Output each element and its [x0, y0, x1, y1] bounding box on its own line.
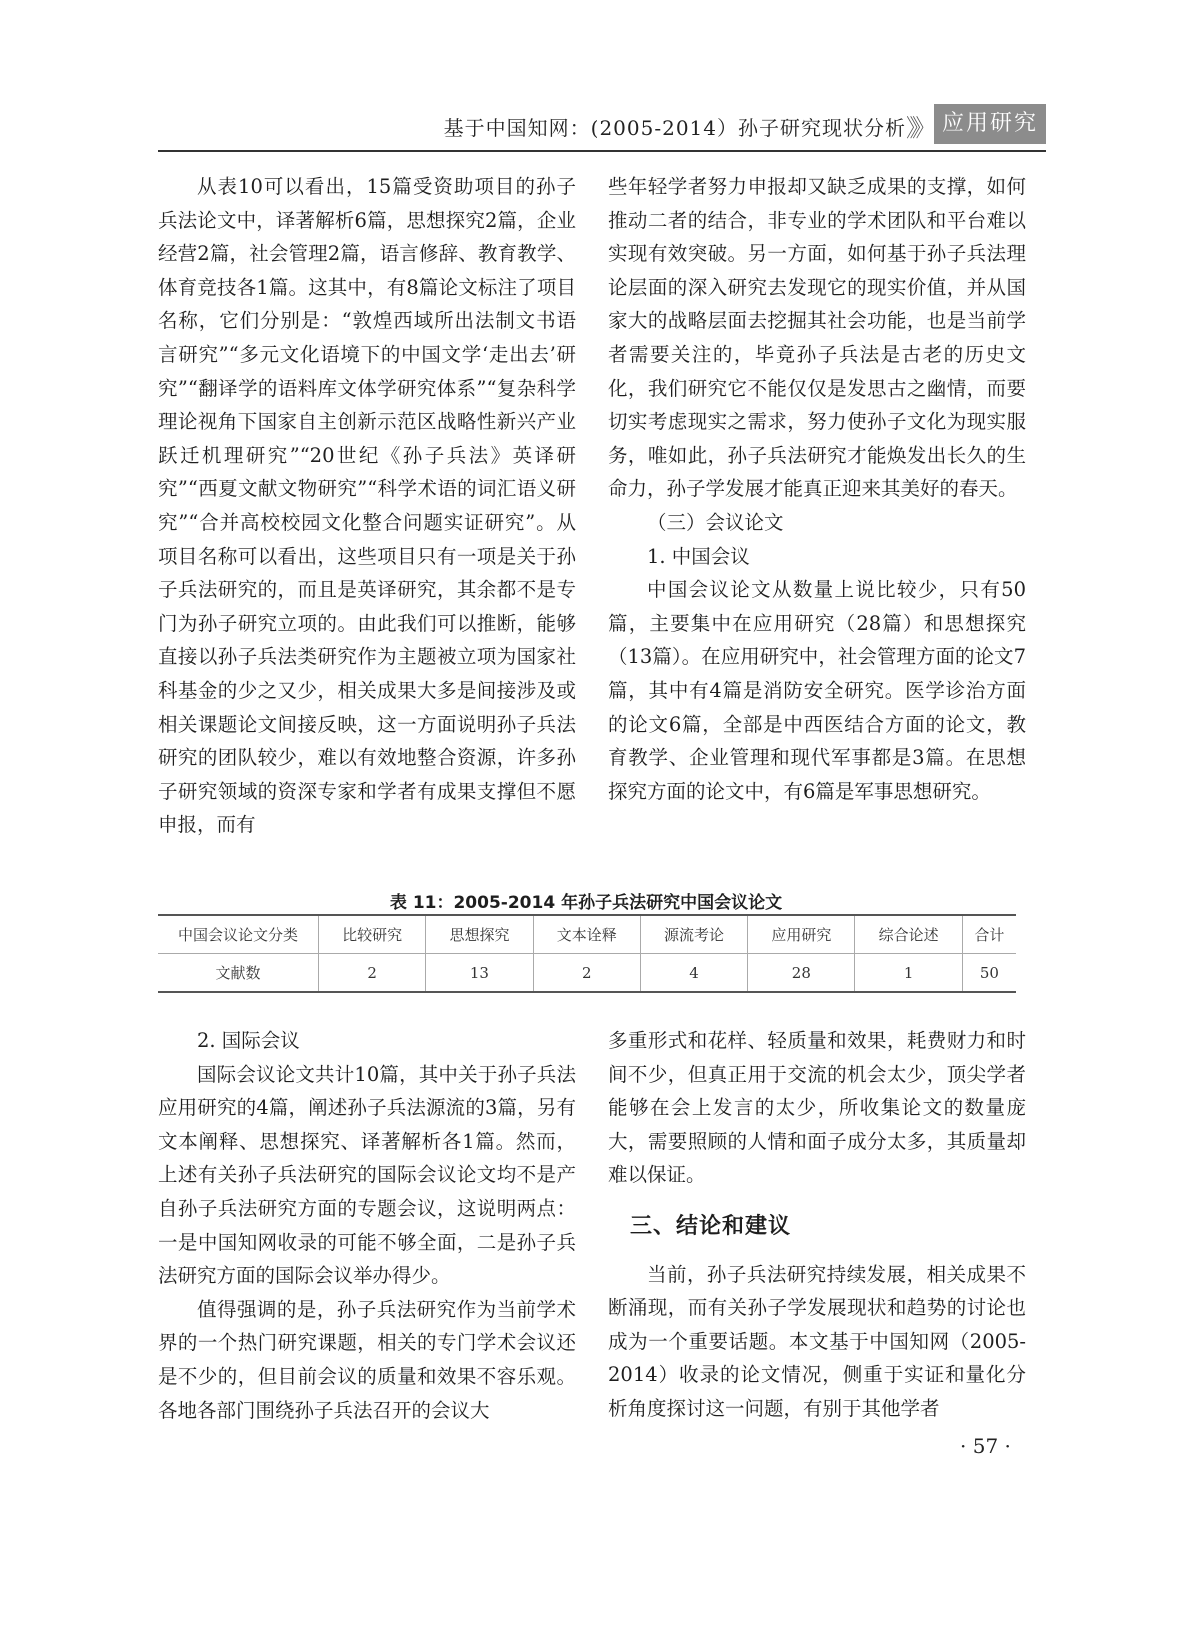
table-cell: 13 — [426, 954, 533, 993]
left-column-bottom — [158, 1024, 576, 1427]
table-cell: 1 — [855, 954, 962, 993]
table-header-cell: 综合论述 — [855, 915, 962, 954]
table-cell: 2 — [319, 954, 426, 993]
table-header-cell: 合计 — [962, 915, 1016, 954]
header-title: 基于中国知网：(2005-2014）孙子研究现状分析 — [443, 116, 906, 140]
left-column-top — [158, 170, 576, 842]
section-tag: 应用研究 — [934, 104, 1046, 144]
paragraph-continuation: 多重形式和花样、轻质量和效果，耗费财力和时间不少，但真正用于交流的机会太少，顶尖学者能够在会上发言的太少，所收集论文的数量庞大，需要照顾的人情和面子成分太多，其质量却难以保证。 — [608, 1029, 1026, 1187]
right-column-bottom — [608, 1024, 1026, 1426]
page-number: · 57 · — [960, 1434, 1011, 1458]
table-header-row — [158, 915, 1016, 954]
table-header-cell: 源流考论 — [640, 915, 747, 954]
running-header — [158, 104, 1046, 148]
sub-item-heading: 2. 国际会议 — [197, 1029, 300, 1052]
paragraph: 国际会议论文共计10篇，其中关于孙子兵法应用研究的4篇，阐述孙子兵法源流的3篇，另有文本阐释、思想探究、译著解析各1篇。然而，上述有关孙子兵法研究的国际会议论文均不是产自孙子兵法研究方面的专题会议，这说明两点：一是中国知网收录的可能不够全面，二是孙子兵法研究方面的国际会议举办得少。 — [158, 1062, 576, 1288]
table-header-cell: 应用研究 — [748, 915, 855, 954]
paragraph: 中国会议论文从数量上说比较少，只有50篇，主要集中在应用研究（28篇）和思想探究（13篇）。在应用研究中，社会管理方面的论文7篇，其中有4篇是消防安全研究。医学诊治方面的论文6篇，全部是中西医结合方面的论文，教育教学、企业管理和现代军事都是3篇。在思想探究方面的论文中，有6篇是军事思想研究。 — [608, 578, 1026, 803]
table-header-cell: 思想探究 — [426, 915, 533, 954]
paragraph: 当前，孙子兵法研究持续发展，相关成果不断涌现，而有关孙子学发展现状和趋势的讨论也成为一个重要话题。本文基于中国知网（2005-2014）收录的论文情况，侧重于实证和量化分析角度探讨这一问题，有别于其他学者 — [608, 1262, 1026, 1420]
paragraph-continuation: 些年轻学者努力申报却又缺乏成果的支撑，如何推动二者的结合，非专业的学术团队和平台难以实现有效突破。另一方面，如何基于孙子兵法理论层面的深入研究去发现它的现实价值，并从国家大的战略层面去挖掘其社会功能，也是当前学者需要关注的，毕竟孙子兵法是古老的历史文化，我们研究它不能仅仅是发思古之幽情，而要切实考虑现实之需求，努力使孙子文化为现实服务，唯如此，孙子兵法研究才能焕发出长久的生命力，孙子学发展才能真正迎来其美好的春天。 — [608, 175, 1026, 501]
sub-item-heading: 1. 中国会议 — [647, 544, 750, 568]
section-heading: 三、结论和建议 — [630, 1213, 792, 1239]
table-cell: 28 — [748, 954, 855, 993]
table-cell: 文献数 — [158, 954, 319, 993]
table-header-cell: 中国会议论文分类 — [158, 915, 319, 954]
subheading: （三）会议论文 — [647, 510, 784, 534]
table-cell: 4 — [640, 954, 747, 993]
chevron-right-icon: 》》 — [906, 114, 930, 142]
paragraph: 从表10可以看出，15篇受资助项目的孙子兵法论文中，译著解析6篇，思想探究2篇，企业经营2篇，社会管理2篇，语言修辞、教育教学、体育竞技各1篇。这其中，有8篇论文标注了项目名称，它们分别是：“敦煌西域所出法制文书语言研究”“多元文化语境下的中国文学‘走出去’研究”“翻译学的语料库文体学研究体系”“复杂科学理论视角下国家自主创新示范区战略性新兴产业跃迁机理研究”“20世纪《孙子兵法》英译研究”“西夏文献文物研究”“科学术语的词汇语义研究”“合并高校校园文化整合问题实证研究”。从项目名称可以看出，这些项目只有一项是关于孙子兵法研究的，而且是英译研究，其余都不是专门为孙子研究立项的。由此我们可以推断，能够直接以孙子兵法类研究作为主题被立项为国家社科基金的少之又少，相关成果大多是间接涉及或相关课题论文间接反映，这一方面说明孙子兵法研究的团队较少，难以有效地整合资源，许多孙子研究领域的资深专家和学者有成果支撑但不愿申报，而有 — [158, 175, 576, 837]
header-rule — [158, 150, 1046, 152]
paragraph: 值得强调的是，孙子兵法研究作为当前学术界的一个热门研究课题，相关的专门学术会议还是不少的，但目前会议的质量和效果不容乐观。各地各部门围绕孙子兵法召开的会议大 — [158, 1297, 576, 1422]
table-caption: 表 11：2005-2014 年孙子兵法研究中国会议论文 — [389, 893, 783, 913]
right-column-top — [608, 170, 1026, 808]
table-cell: 2 — [533, 954, 640, 993]
table-cell: 50 — [962, 954, 1016, 993]
table-header-cell: 文本诠释 — [533, 915, 640, 954]
conference-papers-table — [158, 914, 1016, 993]
table-header-cell: 比较研究 — [319, 915, 426, 954]
table-row — [158, 954, 1016, 993]
